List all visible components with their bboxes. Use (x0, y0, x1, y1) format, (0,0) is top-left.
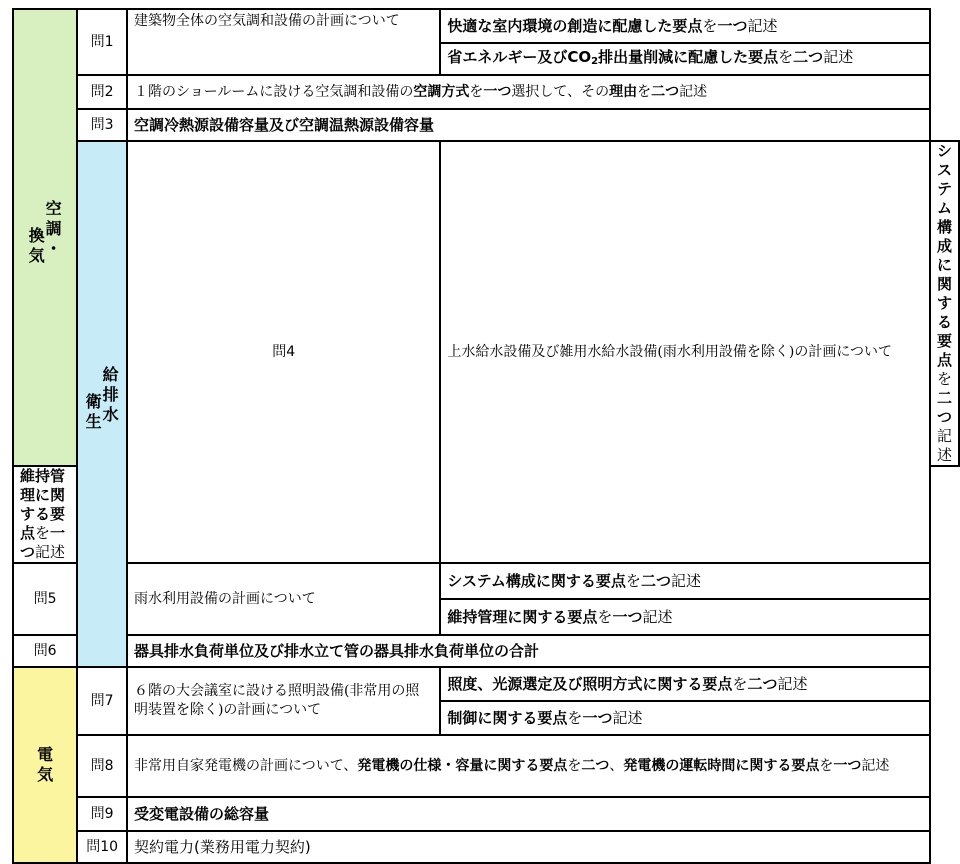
req-bold: 二つ (640, 571, 671, 590)
cat-char: 空 (45, 198, 62, 218)
req-text: 記述 (777, 674, 808, 693)
q-text: を (637, 83, 652, 100)
q-text: 選択して、その (511, 83, 610, 100)
req-bold: 省エネルギー及びCO (447, 47, 592, 66)
category-ac (13, 9, 77, 466)
question-3-text (127, 109, 930, 141)
req-text: を (702, 16, 718, 35)
question-number-1: 問1 (77, 9, 127, 75)
question-topic-5: 雨水利用設備の計画について (127, 563, 440, 635)
table-row (13, 75, 959, 109)
req-text: 記述 (823, 47, 854, 66)
category-plumbing (77, 141, 127, 667)
question-number-2: 問2 (77, 75, 127, 109)
req-bold: 照度、光源選定及び照明方式に関する要点 (447, 674, 733, 693)
question-number-8: 問8 (77, 735, 127, 797)
question-8-text (127, 735, 930, 797)
cat-char: 排 (102, 385, 119, 404)
q-text: 非常用自家発電機の計画について、 (133, 758, 358, 774)
q-bold: 発電機の運転時間に関する要点 (623, 758, 820, 774)
question-4-requirement-2 (13, 466, 77, 563)
question-1-requirement-2 (440, 43, 930, 75)
req-text: 記述 (670, 571, 701, 590)
q-text: を (819, 758, 834, 774)
exam-requirements-table-wrapper (12, 8, 960, 864)
req-text: を (567, 708, 583, 727)
category-plumbing-line2 (103, 365, 119, 425)
req-text: 記述 (747, 16, 778, 35)
table-row (13, 109, 959, 141)
question-number-4: 問4 (127, 141, 440, 563)
table-row (13, 635, 959, 667)
req-text: を (597, 607, 613, 626)
req-text: を (35, 524, 51, 542)
q-bold: 空調方式 (413, 83, 470, 100)
q-text: １階のショールームに設ける空気調和設備の (133, 83, 414, 100)
table-row (13, 563, 959, 599)
req-bold: システム構成に関する要点 (936, 142, 952, 369)
req-bold: 一つ (717, 16, 748, 35)
question-2-text (127, 75, 930, 109)
req-bold: 一つ (20, 524, 66, 561)
q-text: 記述 (679, 83, 708, 100)
question-number-10: 問10 (77, 831, 127, 863)
question-number-9: 問9 (77, 797, 127, 831)
q-bold: 二つ (581, 758, 610, 774)
cat-char: 調 (45, 218, 62, 238)
question-6-text (127, 635, 930, 667)
question-9-text (127, 797, 930, 831)
table-row (13, 797, 959, 831)
category-ac-line1 (29, 226, 45, 266)
req-bold: 一つ (612, 607, 643, 626)
q-bold: 空調冷熱源設備容量及び空調温熱源設備容量 (133, 115, 434, 134)
table-row (13, 735, 959, 797)
question-1-requirement-1 (440, 9, 930, 43)
q-bold: 器具排水負荷単位及び排水立て管の器具排水負荷単位の合計 (133, 641, 539, 660)
req-bold: 維持管理に関する要点 (20, 467, 66, 542)
cat-char: 気 (28, 245, 45, 265)
req-subscript: 2 (591, 55, 599, 67)
question-4-requirement-1 (930, 141, 959, 466)
question-5-requirement-1 (440, 563, 930, 599)
q-bold: 理由 (609, 83, 638, 100)
req-bold: システム構成に関する要点 (447, 571, 626, 590)
q-text: を (567, 758, 582, 774)
exam-requirements-table (12, 8, 960, 864)
q-text: 契約電力(業務用電力契約) (133, 837, 311, 856)
q-bold: 発電機の仕様・容量に関する要点 (357, 758, 568, 774)
question-number-7: 問7 (77, 667, 127, 735)
cat-char: ・ (45, 238, 62, 258)
req-bold: 二つ (793, 47, 824, 66)
req-bold: 二つ (747, 674, 778, 693)
q-text: 、 (609, 758, 624, 774)
category-electric (13, 667, 77, 863)
question-10-text (127, 831, 930, 863)
req-text: 記述 (642, 607, 673, 626)
req-text: 記述 (35, 543, 66, 561)
req-text: 記述 (612, 708, 643, 727)
req-bold: 快適な室内環境の創造に配慮した要点 (447, 16, 703, 35)
table-row (13, 831, 959, 863)
req-text: を (936, 370, 952, 388)
req-bold: 一つ (582, 708, 613, 727)
cat-char: 換 (28, 225, 45, 245)
cat-char: 電 (37, 745, 54, 764)
req-text: を (625, 571, 641, 590)
question-number-6: 問6 (13, 635, 77, 667)
category-plumbing-line1 (86, 392, 102, 432)
req-bold: 排出量削減に配慮した要点 (598, 47, 779, 66)
category-ac-line2 (46, 199, 62, 259)
question-topic-7: ６階の大会議室に設ける照明設備(非常用の照明装置を除く)の計画について (127, 667, 440, 735)
category-electric-line1 (37, 745, 53, 785)
question-number-5: 問5 (13, 563, 77, 635)
cat-char: 給 (102, 365, 119, 384)
table-row (13, 141, 959, 466)
cat-char: 衛 (85, 392, 102, 411)
question-number-3: 問3 (77, 109, 127, 141)
req-text: を (732, 674, 748, 693)
table-row (13, 667, 959, 701)
req-bold: 制御に関する要点 (447, 708, 568, 727)
cat-char: 生 (85, 412, 102, 431)
question-7-requirement-1 (440, 667, 930, 701)
q-bold: 受変電設備の総容量 (133, 804, 269, 823)
req-bold: 維持管理に関する要点 (447, 607, 598, 626)
question-5-requirement-2 (440, 599, 930, 635)
q-text: を (469, 83, 484, 100)
table-row (13, 9, 959, 43)
q-bold: 二つ (651, 83, 680, 100)
question-topic-4: 上水給水設備及び雑用水給水設備(雨水利用設備を除く)の計画について (440, 141, 930, 563)
question-topic-1: 建築物全体の空気調和設備の計画について (127, 9, 440, 75)
req-text: を (778, 47, 794, 66)
q-text: 記述 (861, 758, 890, 774)
cat-char: 気 (37, 765, 54, 784)
question-7-requirement-2 (440, 701, 930, 735)
q-bold: 一つ (483, 83, 512, 100)
req-text: 記述 (936, 427, 952, 464)
q-bold: 一つ (833, 758, 862, 774)
cat-char: 水 (102, 405, 119, 424)
req-bold: 二つ (936, 389, 952, 426)
